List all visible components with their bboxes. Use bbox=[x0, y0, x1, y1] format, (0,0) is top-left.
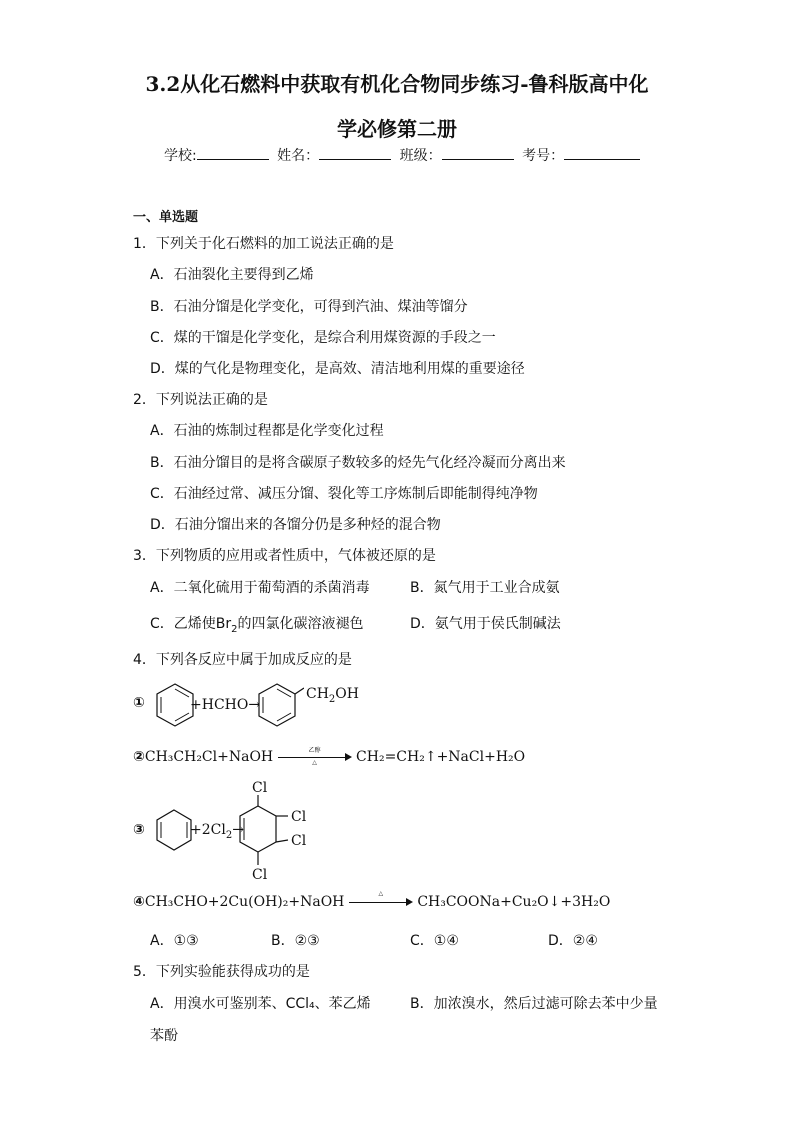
reaction-1-product-group: $CH_2OH$ bbox=[306, 686, 359, 705]
chlorine-label-right-lower: Cl bbox=[291, 833, 307, 849]
class-label: 班级： bbox=[399, 148, 442, 164]
question-2-option-a: A．石油的炼制过程都是化学变化过程 bbox=[150, 423, 384, 439]
exam-number-blank[interactable] bbox=[564, 145, 640, 160]
question-3-stem: 3．下列物质的应用或者性质中，气体被还原的是 bbox=[133, 548, 436, 564]
reaction-3-number: ③ bbox=[133, 822, 145, 838]
question-2-option-c: C．石油经过常、减压分馏、裂化等工序炼制后即能制得纯净物 bbox=[150, 486, 538, 502]
question-1-option-d: D．煤的气化是物理变化，是高效、清洁地利用煤的重要途径 bbox=[150, 361, 525, 377]
exam-number-label: 考号： bbox=[522, 148, 565, 164]
reaction-4 bbox=[133, 890, 611, 910]
question-3-option-c-text: C．乙烯使Br bbox=[150, 616, 232, 632]
question-4-stem: 4．下列各反应中属于加成反应的是 bbox=[133, 652, 352, 668]
reaction-4-reactants: CH₃CHO+2Cu(OH)₂+NaOH bbox=[144, 894, 345, 910]
reaction-2-reactants: CH₃CH₂Cl+NaOH bbox=[144, 749, 274, 765]
reaction-1-plus-hcho: +HCHO→ bbox=[190, 697, 261, 713]
reaction-4-arrow: △ bbox=[349, 896, 413, 908]
name-blank[interactable] bbox=[319, 145, 391, 160]
question-3-option-c-tail: 的四氯化碳溶液褪色 bbox=[237, 616, 364, 632]
title-line-2: 学必修第二册 bbox=[337, 117, 457, 141]
chlorine-label-bottom: Cl bbox=[252, 867, 268, 882]
section-heading: 一、单选题 bbox=[133, 210, 199, 225]
chlorine-label-top: Cl bbox=[252, 780, 268, 796]
benzyl-ring-icon bbox=[252, 680, 304, 730]
question-3-option-c-subscript: 2 bbox=[231, 623, 238, 635]
question-1-option-c: C．煤的干馏是化学变化，是综合利用煤资源的手段之一 bbox=[150, 330, 496, 346]
question-3-option-b: B．氮气用于工业合成氨 bbox=[410, 580, 560, 596]
school-blank[interactable] bbox=[197, 145, 269, 160]
question-4-option-a: A．①③ bbox=[150, 933, 199, 949]
class-blank[interactable] bbox=[442, 145, 514, 160]
question-3-option-d: D．氨气用于侯氏制碱法 bbox=[410, 616, 561, 632]
question-5-stem: 5．下列实验能获得成功的是 bbox=[133, 964, 310, 980]
question-5-option-b: B．加浓溴水，然后过滤可除去苯中少量 bbox=[410, 996, 658, 1012]
reaction-2-arrow: 乙醇 △ bbox=[278, 751, 352, 763]
reaction-2 bbox=[133, 749, 525, 765]
reaction-2-products: CH₂=CH₂↑+NaCl+H₂O bbox=[356, 749, 526, 765]
question-4-option-b: B．②③ bbox=[271, 933, 320, 949]
question-2-option-b: B．石油分馏目的是将含碳原子数较多的烃先气化经冷凝而分离出来 bbox=[150, 455, 566, 471]
question-1-option-b: B．石油分馏是化学变化，可得到汽油、煤油等馏分 bbox=[150, 299, 468, 315]
reaction-2-number: ② bbox=[133, 749, 145, 765]
reaction-4-products: CH₃COONa+Cu₂O↓+3H₂O bbox=[417, 894, 611, 910]
question-3-option-a: A．二氧化硫用于葡萄酒的杀菌消毒 bbox=[150, 580, 370, 596]
question-4-option-d: D．②④ bbox=[548, 933, 598, 949]
reaction-4-number: ④ bbox=[133, 894, 145, 910]
question-1-stem: 1．下列关于化石燃料的加工说法正确的是 bbox=[133, 236, 394, 252]
title-line-1: 3.2从化石燃料中获取有机化合物同步练习-鲁科版高中化 bbox=[145, 72, 649, 96]
question-4-option-c: C．①④ bbox=[410, 933, 459, 949]
question-2-stem: 2．下列说法正确的是 bbox=[133, 392, 268, 408]
question-3-option-c bbox=[150, 613, 364, 635]
question-2-option-d: D．石油分馏出来的各馏分仍是多种烃的混合物 bbox=[150, 517, 441, 533]
chlorine-label-right-upper: Cl bbox=[291, 809, 307, 825]
school-label: 学校: bbox=[164, 148, 197, 164]
question-5-option-a: A．用溴水可鉴别苯、CCl₄、苯乙烯 bbox=[150, 996, 371, 1012]
name-label: 姓名： bbox=[277, 148, 320, 164]
tetrachlorocyclohexene-structure bbox=[236, 778, 316, 882]
reaction-1-number: ① bbox=[133, 695, 145, 711]
question-1-option-a: A．石油裂化主要得到乙烯 bbox=[150, 267, 314, 283]
reaction-3-reagent: $+2Cl_2\to$ bbox=[190, 822, 244, 841]
question-5-option-b-continued: 苯酚 bbox=[150, 1028, 178, 1044]
student-info-row bbox=[164, 145, 644, 165]
